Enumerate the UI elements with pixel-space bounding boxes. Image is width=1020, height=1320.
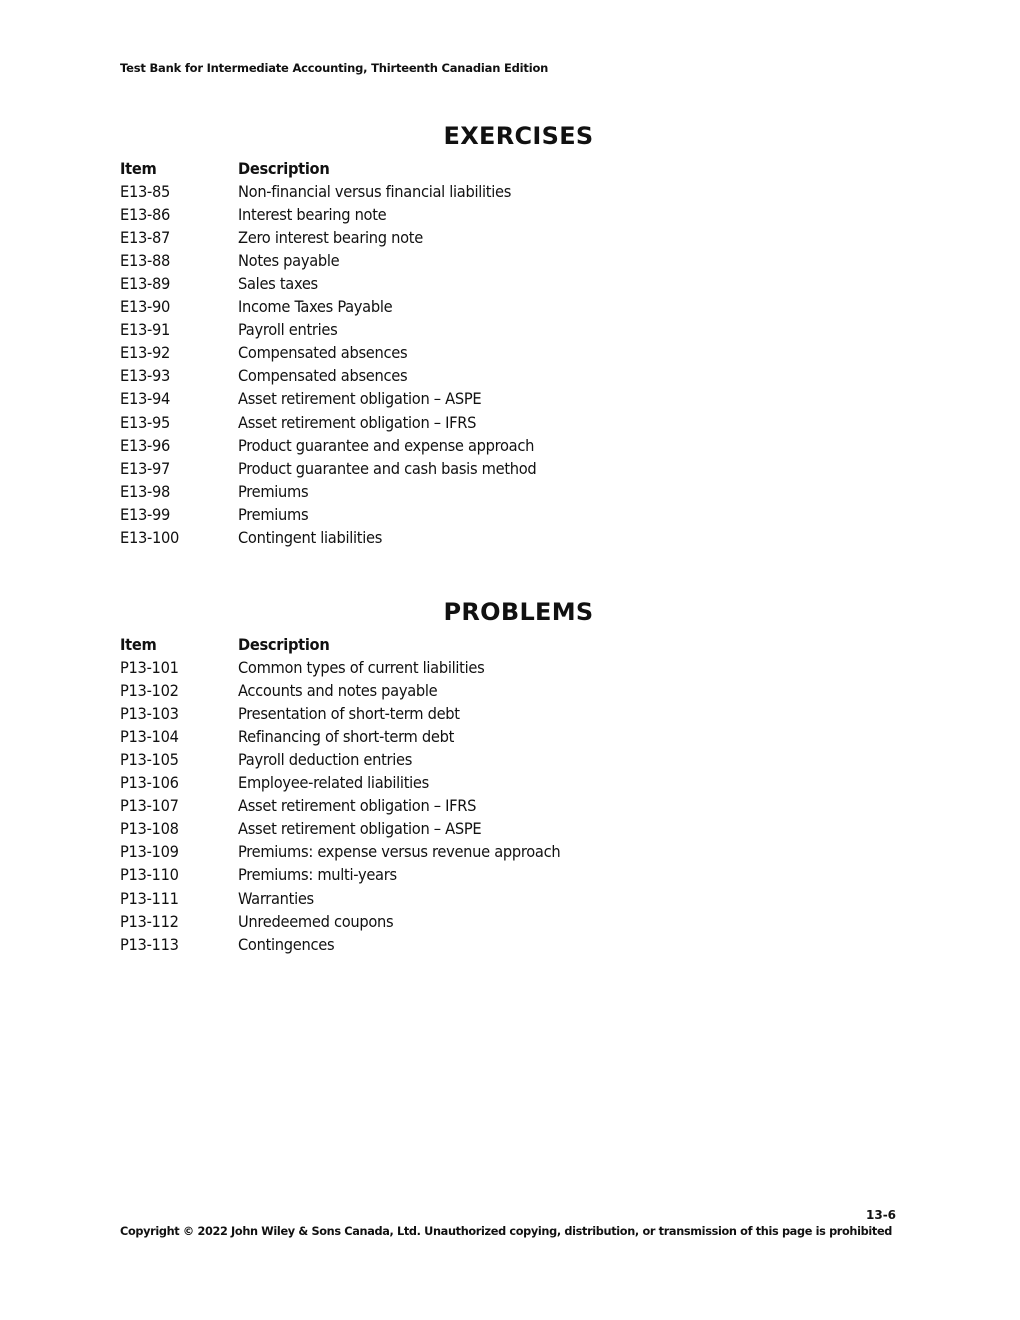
item-description: Non-financial versus financial liabilities bbox=[238, 182, 512, 202]
table-row bbox=[120, 295, 536, 318]
exercises-table-header bbox=[120, 157, 536, 180]
item-description: Refinancing of short-term debt bbox=[238, 727, 455, 747]
item-number: P13-112 bbox=[120, 911, 179, 931]
item-number: E13-97 bbox=[120, 458, 171, 478]
item-column-header: Item bbox=[120, 635, 157, 654]
item-number: E13-98 bbox=[120, 481, 171, 501]
item-description: Premiums bbox=[238, 504, 309, 524]
table-row bbox=[120, 910, 560, 933]
table-row bbox=[120, 887, 560, 910]
item-number: E13-90 bbox=[120, 297, 171, 317]
problems-table bbox=[120, 633, 560, 956]
table-row bbox=[120, 725, 560, 748]
item-column-header: Item bbox=[120, 159, 157, 178]
table-row bbox=[120, 364, 536, 387]
item-number: E13-94 bbox=[120, 389, 171, 409]
item-description: Interest bearing note bbox=[238, 205, 387, 225]
description-column-header: Description bbox=[238, 635, 330, 654]
item-number: E13-93 bbox=[120, 366, 171, 386]
item-description: Warranties bbox=[238, 888, 314, 908]
item-number: E13-92 bbox=[120, 343, 171, 363]
table-row bbox=[120, 526, 536, 549]
problems-rows bbox=[120, 656, 560, 956]
table-row bbox=[120, 434, 536, 457]
copyright-notice: Copyright © 2022 John Wiley & Sons Canada, Ltd. Unauthorized copying, distribution, or transmission of this page is prohibited bbox=[120, 1225, 893, 1238]
item-description: Premiums bbox=[238, 481, 309, 501]
item-number: E13-100 bbox=[120, 527, 180, 547]
item-number: P13-108 bbox=[120, 819, 179, 839]
item-number: P13-106 bbox=[120, 773, 179, 793]
item-number: P13-111 bbox=[120, 888, 179, 908]
item-number: E13-99 bbox=[120, 504, 171, 524]
item-description: Asset retirement obligation – ASPE bbox=[238, 819, 482, 839]
item-description: Unredeemed coupons bbox=[238, 911, 394, 931]
item-description: Premiums: multi-years bbox=[238, 865, 397, 885]
exercises-table bbox=[120, 157, 536, 549]
item-number: E13-91 bbox=[120, 320, 171, 340]
item-number: E13-85 bbox=[120, 182, 171, 202]
table-row bbox=[120, 771, 560, 794]
item-description: Notes payable bbox=[238, 251, 340, 271]
table-row bbox=[120, 840, 560, 863]
item-description: Compensated absences bbox=[238, 343, 408, 363]
problems-table-header bbox=[120, 633, 560, 656]
table-row bbox=[120, 863, 560, 886]
item-number: P13-104 bbox=[120, 727, 179, 747]
table-row bbox=[120, 794, 560, 817]
item-description: Common types of current liabilities bbox=[238, 658, 485, 678]
item-number: P13-107 bbox=[120, 796, 179, 816]
item-description: Asset retirement obligation – ASPE bbox=[238, 389, 482, 409]
table-row bbox=[120, 318, 536, 341]
exercises-title: EXERCISES bbox=[443, 122, 594, 150]
item-description: Contingent liabilities bbox=[238, 527, 383, 547]
item-description: Presentation of short-term debt bbox=[238, 704, 460, 724]
item-number: P13-113 bbox=[120, 934, 179, 954]
table-row bbox=[120, 341, 536, 364]
running-header: Test Bank for Intermediate Accounting, Thirteenth Canadian Edition bbox=[120, 61, 549, 75]
item-number: P13-101 bbox=[120, 658, 179, 678]
table-row bbox=[120, 249, 536, 272]
item-description: Compensated absences bbox=[238, 366, 408, 386]
item-description: Contingences bbox=[238, 934, 335, 954]
table-row bbox=[120, 387, 536, 410]
table-row bbox=[120, 656, 560, 679]
description-column-header: Description bbox=[238, 159, 330, 178]
table-row bbox=[120, 272, 536, 295]
item-description: Income Taxes Payable bbox=[238, 297, 393, 317]
item-description: Asset retirement obligation – IFRS bbox=[238, 796, 477, 816]
table-row bbox=[120, 411, 536, 434]
item-number: E13-95 bbox=[120, 412, 171, 432]
table-row bbox=[120, 679, 560, 702]
item-description: Sales taxes bbox=[238, 274, 318, 294]
table-row bbox=[120, 480, 536, 503]
item-number: E13-87 bbox=[120, 228, 171, 248]
item-description: Product guarantee and cash basis method bbox=[238, 458, 537, 478]
item-description: Payroll deduction entries bbox=[238, 750, 413, 770]
item-description: Payroll entries bbox=[238, 320, 338, 340]
table-row bbox=[120, 457, 536, 480]
table-row bbox=[120, 702, 560, 725]
item-description: Accounts and notes payable bbox=[238, 681, 438, 701]
item-number: P13-102 bbox=[120, 681, 179, 701]
table-row bbox=[120, 203, 536, 226]
table-row bbox=[120, 503, 536, 526]
item-number: P13-105 bbox=[120, 750, 179, 770]
item-description: Asset retirement obligation – IFRS bbox=[238, 412, 477, 432]
table-row bbox=[120, 748, 560, 771]
table-row bbox=[120, 180, 536, 203]
table-row bbox=[120, 226, 536, 249]
table-row bbox=[120, 817, 560, 840]
page-number: 13-6 bbox=[866, 1208, 897, 1222]
item-number: E13-89 bbox=[120, 274, 171, 294]
item-description: Premiums: expense versus revenue approach bbox=[238, 842, 561, 862]
item-number: E13-86 bbox=[120, 205, 171, 225]
item-description: Employee-related liabilities bbox=[238, 773, 429, 793]
item-number: P13-110 bbox=[120, 865, 179, 885]
item-number: E13-88 bbox=[120, 251, 171, 271]
problems-title: PROBLEMS bbox=[443, 598, 594, 626]
table-row bbox=[120, 933, 560, 956]
item-number: E13-96 bbox=[120, 435, 171, 455]
item-description: Zero interest bearing note bbox=[238, 228, 423, 248]
exercises-rows bbox=[120, 180, 536, 549]
item-number: P13-103 bbox=[120, 704, 179, 724]
item-number: P13-109 bbox=[120, 842, 179, 862]
item-description: Product guarantee and expense approach bbox=[238, 435, 535, 455]
